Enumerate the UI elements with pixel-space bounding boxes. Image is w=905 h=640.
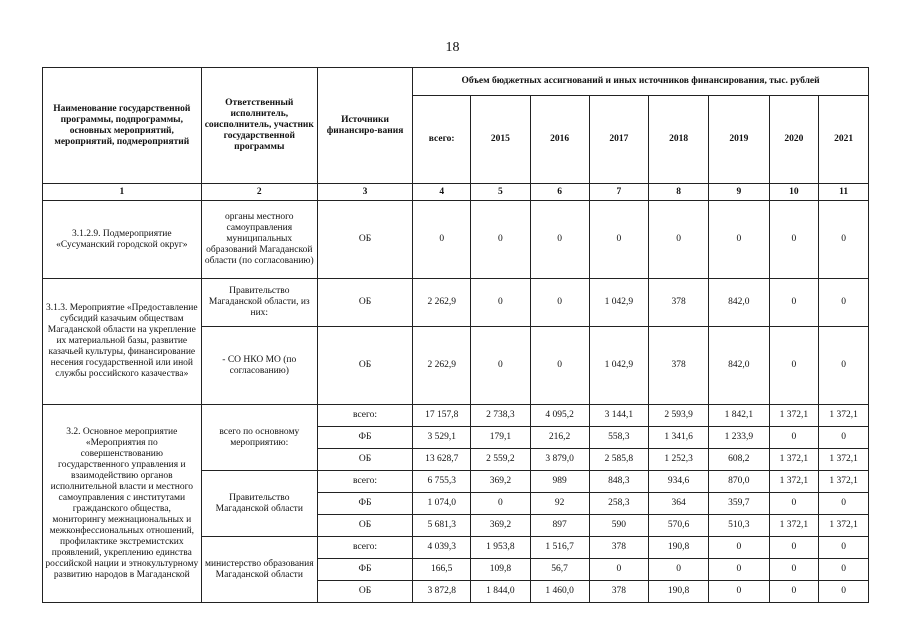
row-value: 608,2	[709, 449, 769, 471]
row-responsible: органы местного самоуправления муниципальных образований Магаданской области (по согласованию)	[201, 201, 317, 279]
column-number: 11	[819, 184, 869, 201]
row-value: 0	[819, 537, 869, 559]
row-value: 0	[471, 493, 530, 515]
row-value: 558,3	[589, 427, 648, 449]
row-value: 369,2	[471, 471, 530, 493]
row-source: ОБ	[317, 449, 412, 471]
row-value: 6 755,3	[413, 471, 471, 493]
row-value: 870,0	[709, 471, 769, 493]
header-name: Наименование государственной программы, подпрограммы, основных мероприятий, мероприятий, подмероприятий	[43, 68, 202, 184]
row-value: 0	[819, 493, 869, 515]
header-year: 2020	[769, 96, 819, 184]
row-source: ФБ	[317, 493, 412, 515]
row-source: ОБ	[317, 279, 412, 327]
row-value: 0	[530, 327, 589, 405]
row-value: 0	[648, 201, 708, 279]
column-number: 4	[413, 184, 471, 201]
row-source: ФБ	[317, 427, 412, 449]
column-number: 10	[769, 184, 819, 201]
row-value: 1 372,1	[769, 515, 819, 537]
row-value: 1 372,1	[819, 515, 869, 537]
header-budget-title: Объем бюджетных ассигнований и иных источников финансирования, тыс. рублей	[413, 68, 869, 96]
header-total: всего:	[413, 96, 471, 184]
row-value: 0	[769, 559, 819, 581]
row-value: 378	[648, 327, 708, 405]
row-source: ОБ	[317, 327, 412, 405]
row-value: 0	[819, 581, 869, 603]
row-value: 1 042,9	[589, 327, 648, 405]
row-source: всего:	[317, 471, 412, 493]
row-source: ФБ	[317, 559, 412, 581]
row-value: 190,8	[648, 537, 708, 559]
row-value: 1 372,1	[819, 405, 869, 427]
row-value: 897	[530, 515, 589, 537]
row-value: 0	[589, 201, 648, 279]
row-value: 0	[709, 581, 769, 603]
row-value: 0	[769, 427, 819, 449]
row-value: 364	[648, 493, 708, 515]
row-value: 17 157,8	[413, 405, 471, 427]
row-value: 2 585,8	[589, 449, 648, 471]
header-responsible: Ответственный исполнитель, соисполнитель, участник государственной программы	[201, 68, 317, 184]
row-value: 2 262,9	[413, 279, 471, 327]
row-value: 0	[819, 427, 869, 449]
row-value: 0	[769, 581, 819, 603]
row-source: всего:	[317, 405, 412, 427]
row-value: 5 681,3	[413, 515, 471, 537]
row-value: 3 144,1	[589, 405, 648, 427]
row-value: 378	[589, 537, 648, 559]
header-year: 2019	[709, 96, 769, 184]
row-value: 2 738,3	[471, 405, 530, 427]
row-value: 848,3	[589, 471, 648, 493]
row-value: 989	[530, 471, 589, 493]
table-row	[43, 201, 869, 279]
row-value: 0	[769, 201, 819, 279]
row-value: 378	[589, 581, 648, 603]
row-value: 1 844,0	[471, 581, 530, 603]
row-value: 590	[589, 515, 648, 537]
column-number: 7	[589, 184, 648, 201]
column-number: 6	[530, 184, 589, 201]
row-value: 0	[530, 201, 589, 279]
row-source: ОБ	[317, 201, 412, 279]
row-value: 0	[530, 279, 589, 327]
header-year: 2016	[530, 96, 589, 184]
row-value: 842,0	[709, 279, 769, 327]
row-value: 56,7	[530, 559, 589, 581]
row-value: 0	[819, 559, 869, 581]
row-responsible: министерство образования Магаданской области	[201, 537, 317, 603]
row-value: 570,6	[648, 515, 708, 537]
column-number: 2	[201, 184, 317, 201]
row-value: 258,3	[589, 493, 648, 515]
row-value: 1 372,1	[769, 405, 819, 427]
row-value: 0	[819, 279, 869, 327]
row-value: 0	[819, 201, 869, 279]
row-value: 179,1	[471, 427, 530, 449]
row-value: 378	[648, 279, 708, 327]
row-value: 0	[769, 493, 819, 515]
row-name: 3.1.2.9. Подмероприятие «Сусуманский городской округ»	[43, 201, 202, 279]
row-value: 0	[709, 537, 769, 559]
row-value: 0	[769, 279, 819, 327]
row-value: 216,2	[530, 427, 589, 449]
row-value: 0	[769, 327, 819, 405]
column-number: 9	[709, 184, 769, 201]
column-number: 5	[471, 184, 530, 201]
row-value: 1 516,7	[530, 537, 589, 559]
row-name: 3.2. Основное мероприятие «Мероприятия по совершенствованию государственного управления и взаимодействию органов исполнительной власти и местного самоуправления с институтами гражданского общества, мониторингу межнациональных и межконфессиональных отношений, профилактике экстремистских проявлений, укреплению единства российской нации и этнокультурному развитию народов в Магаданской	[43, 405, 202, 603]
row-value: 369,2	[471, 515, 530, 537]
row-responsible: Правительство Магаданской области, из них:	[201, 279, 317, 327]
column-number-row	[43, 184, 869, 201]
header-year: 2018	[648, 96, 708, 184]
row-value: 3 529,1	[413, 427, 471, 449]
row-value: 359,7	[709, 493, 769, 515]
budget-table	[42, 67, 869, 603]
row-value: 166,5	[413, 559, 471, 581]
row-value: 0	[471, 279, 530, 327]
row-value: 0	[709, 201, 769, 279]
row-value: 109,8	[471, 559, 530, 581]
row-value: 842,0	[709, 327, 769, 405]
row-value: 0	[769, 537, 819, 559]
row-value: 3 872,8	[413, 581, 471, 603]
row-value: 3 879,0	[530, 449, 589, 471]
row-value: 510,3	[709, 515, 769, 537]
column-number: 1	[43, 184, 202, 201]
row-value: 4 039,3	[413, 537, 471, 559]
column-number: 3	[317, 184, 412, 201]
row-value: 190,8	[648, 581, 708, 603]
row-value: 13 628,7	[413, 449, 471, 471]
row-source: всего:	[317, 537, 412, 559]
row-value: 1 953,8	[471, 537, 530, 559]
row-value: 0	[819, 327, 869, 405]
row-value: 0	[471, 327, 530, 405]
header-year: 2017	[589, 96, 648, 184]
row-source: ОБ	[317, 581, 412, 603]
row-value: 1 042,9	[589, 279, 648, 327]
row-source: ОБ	[317, 515, 412, 537]
row-value: 1 233,9	[709, 427, 769, 449]
row-value: 0	[589, 559, 648, 581]
row-responsible: - СО НКО МО (по согласованию)	[201, 327, 317, 405]
page-number: 18	[445, 40, 460, 55]
row-value: 0	[709, 559, 769, 581]
row-value: 92	[530, 493, 589, 515]
row-value: 1 074,0	[413, 493, 471, 515]
row-responsible: Правительство Магаданской области	[201, 471, 317, 537]
table-row	[43, 279, 869, 327]
row-value: 1 460,0	[530, 581, 589, 603]
row-value: 1 372,1	[769, 449, 819, 471]
row-value: 0	[413, 201, 471, 279]
row-value: 934,6	[648, 471, 708, 493]
row-name: 3.1.3. Мероприятие «Предоставление субсидий казачьим обществам Магаданской области на укрепление их материальной базы, развитие казачьей культуры, финансирование несения государственной или иной службы российского казачества»	[43, 279, 202, 405]
row-value: 2 559,2	[471, 449, 530, 471]
row-value: 0	[471, 201, 530, 279]
header-year: 2015	[471, 96, 530, 184]
table-row	[43, 405, 869, 427]
row-value: 0	[648, 559, 708, 581]
column-number: 8	[648, 184, 708, 201]
row-value: 4 095,2	[530, 405, 589, 427]
row-value: 1 372,1	[819, 471, 869, 493]
row-responsible: всего по основному мероприятию:	[201, 405, 317, 471]
row-value: 1 372,1	[769, 471, 819, 493]
row-value: 2 262,9	[413, 327, 471, 405]
row-value: 2 593,9	[648, 405, 708, 427]
header-year: 2021	[819, 96, 869, 184]
row-value: 1 372,1	[819, 449, 869, 471]
row-value: 1 842,1	[709, 405, 769, 427]
row-value: 1 252,3	[648, 449, 708, 471]
header-sources: Источники финансиро-вания	[317, 68, 412, 184]
row-value: 1 341,6	[648, 427, 708, 449]
